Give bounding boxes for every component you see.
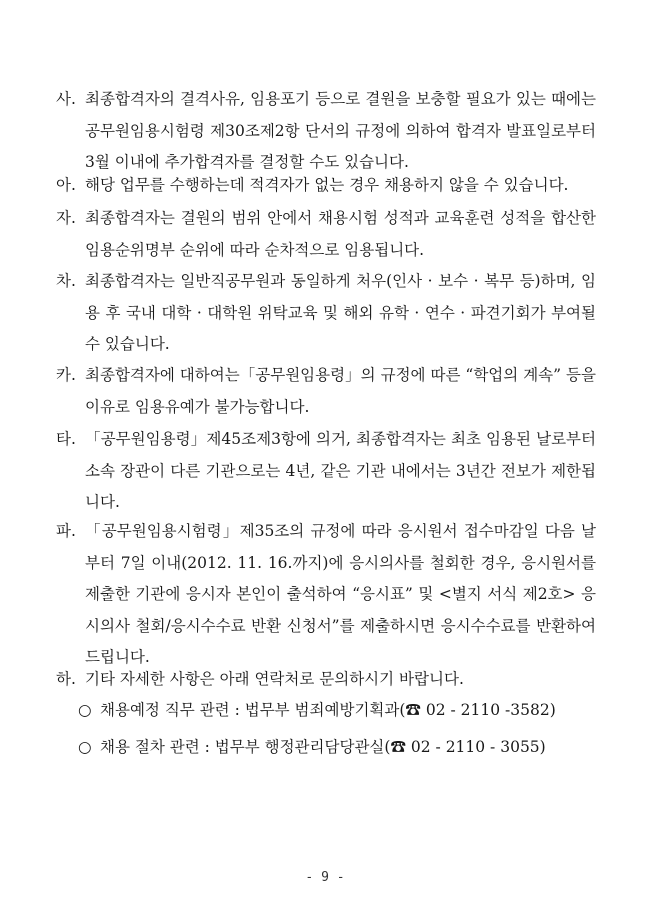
item-marker: 차.: [56, 272, 76, 290]
contact-line: [78, 733, 546, 761]
bullet-circle: ○: [78, 701, 92, 719]
item-ka: [56, 360, 596, 423]
bullet-circle: ○: [78, 738, 92, 756]
page-number: - 9 -: [305, 870, 345, 885]
item-text: 해당 업무를 수행하는데 적격자가 없는 경우 채용하지 않을 수 있습니다.: [85, 176, 569, 194]
item-a: [56, 170, 596, 202]
contact-text: 채용예정 직무 관련 : 법무부 범죄예방기획과(☎ 02 - 2110 -3582): [100, 701, 556, 719]
item-marker: 카.: [56, 366, 76, 384]
item-text: 최종합격자는 결원의 범위 안에서 채용시험 성적과 교육훈련 성적을 합산한 임용순위명부 순위에 따라 순차적으로 임용됩니다.: [85, 209, 596, 259]
item-marker: 파.: [56, 522, 76, 540]
item-sa: [56, 84, 596, 179]
item-text: 「공무원임용령」제45조제3항에 의거, 최종합격자는 최초 임용된 날로부터 소속 장관이 다른 기관으로는 4년, 같은 기관 내에서는 3년간 전보가 제한됩니다.: [85, 430, 596, 511]
contact-line: [78, 696, 556, 724]
item-text: 기타 자세한 사항은 아래 연락처로 문의하시기 바랍니다.: [85, 670, 464, 688]
item-marker: 아.: [56, 176, 76, 194]
item-ja: [56, 203, 596, 266]
item-marker: 하.: [56, 670, 76, 688]
item-marker: 사.: [56, 90, 76, 108]
item-pa: [56, 516, 596, 674]
item-ha: [56, 664, 596, 696]
item-marker: 자.: [56, 209, 76, 227]
item-text: 최종합격자에 대하여는「공무원임용령」의 규정에 따른 “학업의 계속” 등을 이유로 임용유예가 불가능합니다.: [85, 366, 596, 416]
item-text: 최종합격자의 결격사유, 임용포기 등으로 결원을 보충할 필요가 있는 때에는 공무원임용시험령 제30조제2항 단서의 규정에 의하여 합격자 발표일로부터 3월 이내에 추가합격자를 결정할 수도 있습니다.: [85, 90, 596, 171]
item-text: 최종합격자는 일반직공무원과 동일하게 처우(인사 · 보수 · 복무 등)하며, 임용 후 국내 대학 · 대학원 위탁교육 및 해외 유학 · 연수 · 파견기회가 부여될 수 있습니다.: [85, 272, 596, 353]
item-cha: [56, 266, 596, 361]
item-ta: [56, 424, 596, 519]
item-text: 「공무원임용시험령」제35조의 규정에 따라 응시원서 접수마감일 다음 날부터 7일 이내(2012. 11. 16.까지)에 응시의사를 철회한 경우, 응시원서를 제출한 기관에 응시자 본인이 출석하여 “응시표” 및 <별지 서식 제2호> 응시의사 철회/응시수수료 반환 신청서”를 제출하시면 응시수수료를 반환하여 드립니다.: [85, 522, 596, 666]
contact-text: 채용 절차 관련 : 법무부 행정관리담당관실(☎ 02 - 2110 - 3055): [100, 738, 546, 756]
item-marker: 타.: [56, 430, 76, 448]
